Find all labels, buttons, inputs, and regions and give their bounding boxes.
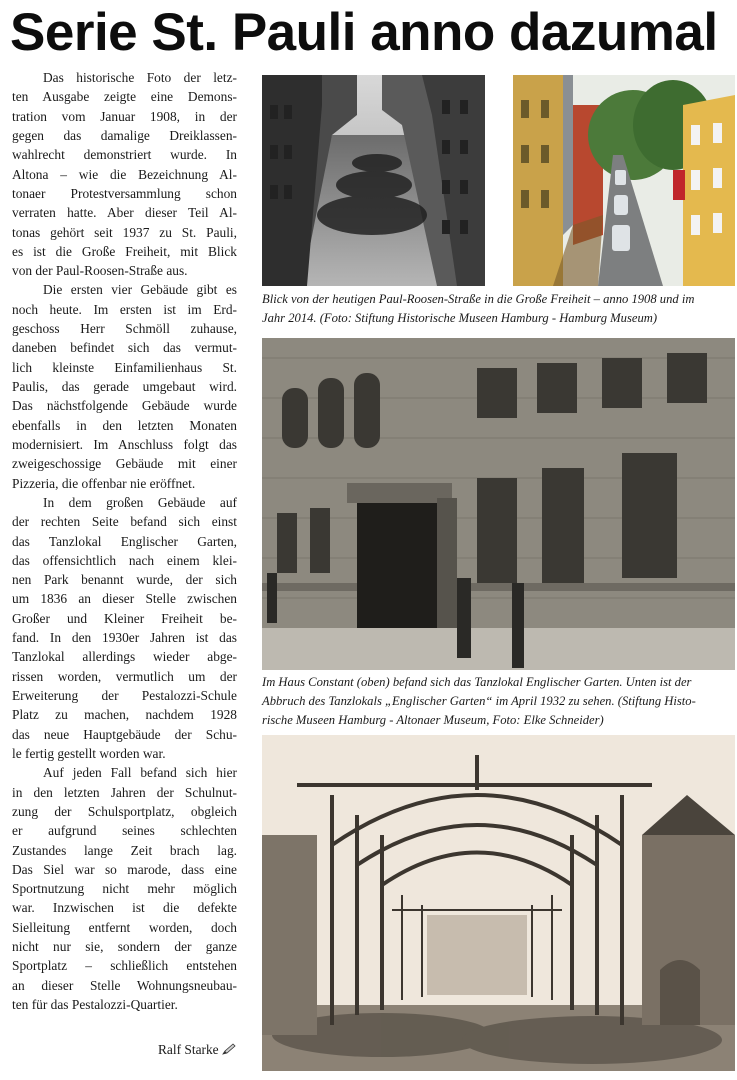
caption-street-photos <box>262 290 736 328</box>
paragraph-line: das offensichtlich nach einem klei- <box>12 552 237 568</box>
paragraph-line: ten für das Pestalozzi-Quartier. <box>12 997 178 1012</box>
paragraph-line: um 1836 an dieser Stelle zwischen <box>12 591 237 607</box>
paragraph-line: Auf jeden Fall befand sich hier <box>43 765 237 781</box>
paragraph-line: Zustandes lange Zeit brach lag. <box>12 842 237 858</box>
article-paragraph <box>12 763 237 1014</box>
article-paragraph <box>12 68 237 280</box>
pen-icon <box>222 1043 236 1055</box>
paragraph-line: Sportplatz – schließlich entstehen <box>12 958 237 974</box>
photo-street-1908 <box>262 75 485 286</box>
paragraph-line: modernisiert. Im Anschluss folgt das <box>12 436 237 452</box>
paragraph-line: wahlrecht demonstriert wurde. In <box>12 147 237 163</box>
paragraph-line: verraten hatte. Aber dieser Teil Al- <box>12 205 237 221</box>
page-title: Serie St. Pauli anno dazumal <box>10 3 718 62</box>
paragraph-line: tration vom Januar 1908, in der <box>12 108 237 124</box>
paragraph-line: von der Paul-Roosen-Straße aus. <box>12 263 188 279</box>
paragraph-line: Das historische Foto der letz- <box>43 70 237 85</box>
paragraph-line: Platz zu machen, nachdem 1928 <box>12 707 237 723</box>
paragraph-line: das neue Hauptgebäude der Schu- <box>12 726 237 742</box>
paragraph-line: Das Siel war so marode, dass eine <box>12 861 237 877</box>
paragraph-line: tonaer Protestversammlung schon <box>12 185 237 201</box>
paragraph-line: der rechten Seite befand sich einst <box>12 514 237 530</box>
article-paragraph <box>12 280 237 492</box>
paragraph-line: Das nächstfolgende Gebäude wurde <box>12 398 237 414</box>
paragraph-line: ebenfalls in den letzten Monaten <box>12 417 237 433</box>
author-name: Ralf Starke <box>158 1042 219 1057</box>
paragraph-line: daneben befindet sich das vermut- <box>12 340 237 356</box>
paragraph-line: Großer und Kleiner Freiheit be- <box>12 610 237 626</box>
paragraph-line: zung der Schulsportplatz, obgleich <box>12 803 237 819</box>
paragraph-line: nicht nur sie, sondern der ganze <box>12 939 237 955</box>
paragraph-line: tonas gehört seit 1937 zu St. Pauli, <box>12 224 237 240</box>
paragraph-line: nen Park benannt wurde, der sich <box>12 572 237 588</box>
caption-line: Im Haus Constant (oben) befand sich das Tanzlokal Englischer Garten. Unten ist der <box>262 675 692 689</box>
paragraph-line: lich kleinste Einfamilienhaus St. <box>12 359 237 375</box>
paragraph-line: zweigeschossige Gebäude mit einer <box>12 456 237 472</box>
paragraph-line: es ist die Große Freiheit, mit Blick <box>12 243 237 259</box>
paragraph-line: er aufgrund seines schlechten <box>12 823 237 839</box>
paragraph-line: war. Inzwischen ist die defekte <box>12 900 237 916</box>
paragraph-line: ten Ausgabe zeigte eine Demons- <box>12 89 237 105</box>
paragraph-line: Tanzlokal allerdings wieder abge- <box>12 649 237 665</box>
paragraph-line: gegen das damalige Dreiklassen- <box>12 127 237 143</box>
caption-line: Jahr 2014. (Foto: Stiftung Historische Museen Hamburg - Hamburg Museum) <box>262 311 658 325</box>
paragraph-line: In dem großen Gebäude auf <box>43 494 237 510</box>
paragraph-line: Sielleitung entfernt worden, doch <box>12 919 237 935</box>
paragraph-line: geschoss Herr Schmöll zuhause, <box>12 321 237 337</box>
paragraph-line: das Tanzlokal Englischer Garten, <box>12 533 237 549</box>
caption-line: Abbruch des Tanzlokals „Englischer Garten“ im April 1932 zu sehen. (Stiftung Histo- <box>262 694 696 708</box>
paragraph-line: fand. In den 1930er Jahren ist das <box>12 630 237 646</box>
paragraph-line: Die ersten vier Gebäude gibt es <box>43 282 237 298</box>
photo-demolition-1932 <box>262 735 735 1071</box>
paragraph-line: in den letzten Jahren der Schulnut- <box>12 784 237 800</box>
paragraph-line: noch heute. Im ersten ist im Erd- <box>12 301 237 317</box>
caption-line: rische Museen Hamburg - Altonaer Museum, Foto: Elke Schneider) <box>262 713 604 727</box>
paragraph-line: Paulis, das gerade umgebaut wird. <box>12 379 237 394</box>
paragraph-line: rissen worden, vermutlich um der <box>12 668 237 684</box>
photo-haus-constant <box>262 338 735 670</box>
paragraph-line: le fertig gestellt worden war. <box>12 745 166 761</box>
caption-line: Blick von der heutigen Paul-Roosen-Straße in die Große Freiheit – anno 1908 und im <box>262 292 695 306</box>
article-paragraph <box>12 493 237 763</box>
paragraph-line: an dieser Stelle Wohnungsneubau- <box>12 977 237 993</box>
caption-tanzlokal <box>262 673 736 730</box>
article-body <box>12 68 237 1014</box>
author-line <box>158 1040 238 1059</box>
paragraph-line: Sportnutzung nicht mehr möglich <box>12 881 237 897</box>
paragraph-line: Altona – wie die Bezeichnung Al- <box>12 166 237 182</box>
paragraph-line: Pizzeria, die offenbar nie eröffnet. <box>12 475 196 491</box>
photo-street-2014 <box>513 75 735 286</box>
paragraph-line: Erweiterung der Pestalozzi-Schule <box>12 688 237 703</box>
